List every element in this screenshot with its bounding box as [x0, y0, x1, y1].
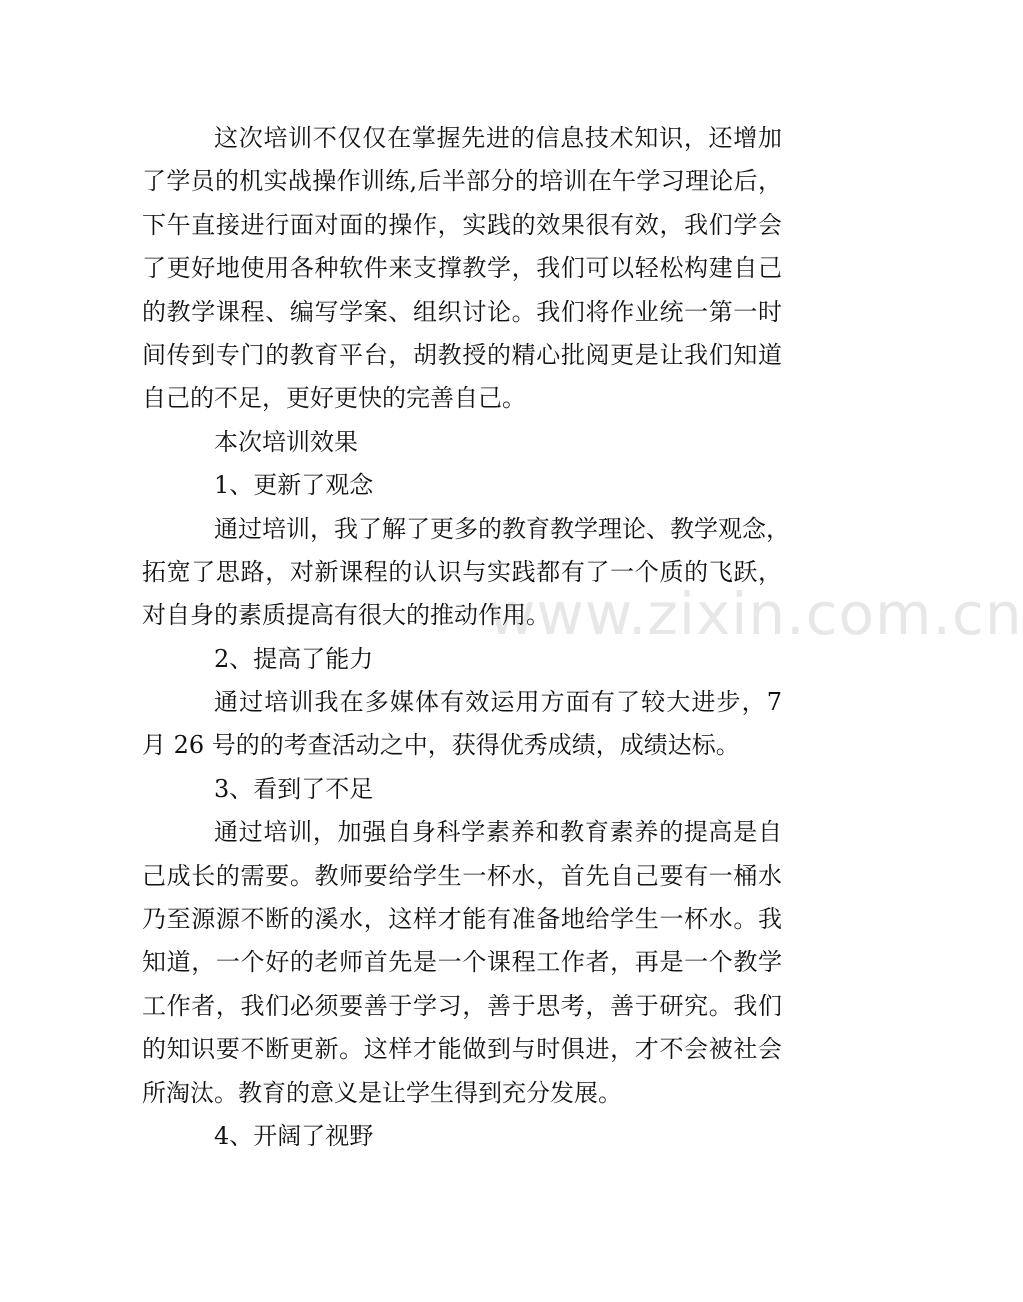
paragraph-line: 己成长的需要。教师要给学生一杯水，首先自己要有一桶水 [142, 861, 782, 890]
watermark: www.zixin.com.cn [488, 580, 1023, 648]
paragraph-line: 这次培训不仅仅在掌握先进的信息技术知识，还增加 [214, 124, 782, 152]
paragraph-line: 间传到专门的教育平台，胡教授的精心批阅更是让我们知道 [142, 340, 782, 369]
subsection-heading: 3、看到了不足 [214, 774, 374, 803]
section-heading: 本次培训效果 [214, 427, 358, 456]
paragraph-line: 了更好地使用各种软件来支撑教学，我们可以轻松构建自己 [142, 254, 782, 283]
paragraph-line: 乃至源源不断的溪水，这样才能有准备地给学生一杯水。我 [142, 905, 782, 934]
paragraph-line: 月 26 号的的考查活动之中，获得优秀成绩，成绩达标。 [142, 731, 740, 760]
paragraph-line: 了学员的机实战操作训练,后半部分的培训在午学习理论后， [142, 167, 782, 196]
paragraph-line: 自己的不足，更好更快的完善自己。 [142, 384, 526, 413]
paragraph-line: 的教学课程、编写学案、组织讨论。我们将作业统一第一时 [142, 297, 782, 326]
paragraph-line: 通过培训，加强自身科学素养和教育素养的提高是自 [214, 818, 782, 847]
paragraph-line: 知道，一个好的老师首先是一个课程工作者，再是一个教学 [142, 948, 782, 977]
paragraph-line: 的知识要不断更新。这样才能做到与时俱进，才不会被社会 [142, 1035, 782, 1064]
paragraph-line: 工作者，我们必须要善于学习，善于思考，善于研究。我们 [142, 991, 782, 1020]
subsection-heading: 4、开阔了视野 [214, 1121, 374, 1150]
paragraph-line: 对自身的素质提高有很大的推动作用。 [142, 601, 550, 630]
paragraph-line: 通过培训我在多媒体有效运用方面有了较大进步，7 [214, 688, 782, 717]
paragraph-line: 通过培训，我了解了更多的教育教学理论、教学观念， [214, 514, 790, 543]
paragraph-line: 下午直接进行面对面的操作，实践的效果很有效，我们学会 [142, 210, 782, 239]
subsection-heading: 1、更新了观念 [214, 471, 374, 500]
paragraph-line: 拓宽了思路，对新课程的认识与实践都有了一个质的飞跃， [142, 557, 782, 586]
paragraph-line: 所淘汰。教育的意义是让学生得到充分发展。 [142, 1078, 622, 1107]
subsection-heading: 2、提高了能力 [214, 644, 374, 673]
